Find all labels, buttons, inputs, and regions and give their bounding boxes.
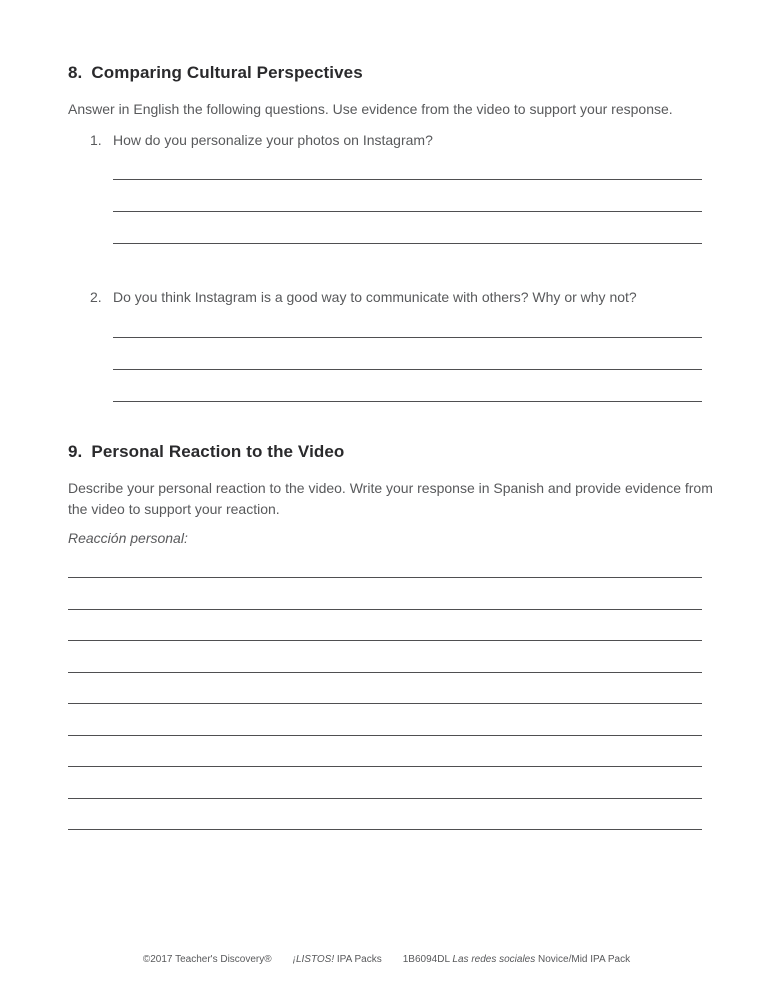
footer-copyright: ©2017 Teacher's Discovery® (142, 954, 272, 965)
answer-line (68, 703, 702, 704)
section-8-heading (68, 63, 363, 83)
answer-line (113, 179, 702, 180)
question-2-answer-lines (113, 337, 702, 402)
answer-line (113, 337, 702, 338)
answer-line (113, 401, 702, 402)
section-9-title: Personal Reaction to the Video (91, 442, 345, 461)
answer-line (68, 609, 702, 610)
answer-line (68, 577, 702, 578)
answer-line (68, 829, 702, 830)
answer-line (113, 211, 702, 212)
footer-pack-suffix: Novice/Mid IPA Pack (535, 954, 631, 965)
answer-line (113, 369, 702, 370)
section-8-number: 8. (68, 63, 83, 82)
footer-pack-title: Las redes sociales (452, 954, 536, 965)
reaction-prompt-label: Reacción personal: (68, 530, 188, 546)
question-2-text: Do you think Instagram is a good way to communicate with others? Why or why not? (113, 289, 637, 305)
answer-line (68, 735, 702, 736)
answer-line (113, 243, 702, 244)
question-1-text: How do you personalize your photos on Instagram? (113, 132, 433, 148)
section-9-number: 9. (68, 442, 83, 461)
footer-pack (403, 954, 630, 965)
section-8-intro: Answer in English the following questions. Use evidence from the video to support your response. (68, 101, 673, 117)
section-9-heading (68, 442, 344, 462)
answer-line (68, 640, 702, 641)
question-item-1 (90, 132, 702, 148)
section-9-answer-lines (68, 577, 702, 830)
question-1-answer-lines (113, 179, 702, 244)
question-1-number: 1. (90, 132, 102, 148)
question-item-2 (90, 289, 702, 305)
question-2-number: 2. (90, 289, 102, 305)
answer-line (68, 672, 702, 673)
section-8-title: Comparing Cultural Perspectives (91, 63, 363, 82)
footer-series (293, 954, 382, 965)
page-footer (0, 954, 773, 965)
answer-line (68, 798, 702, 799)
footer-series-suffix: IPA Packs (334, 954, 382, 965)
footer-series-name: ¡LISTOS! (292, 954, 335, 965)
section-9-intro: Describe your personal reaction to the video. Write your response in Spanish and provide evidence from the video to support your reaction. (68, 480, 713, 517)
answer-line (68, 766, 702, 767)
footer-pack-code: 1B6094DL (402, 954, 453, 965)
